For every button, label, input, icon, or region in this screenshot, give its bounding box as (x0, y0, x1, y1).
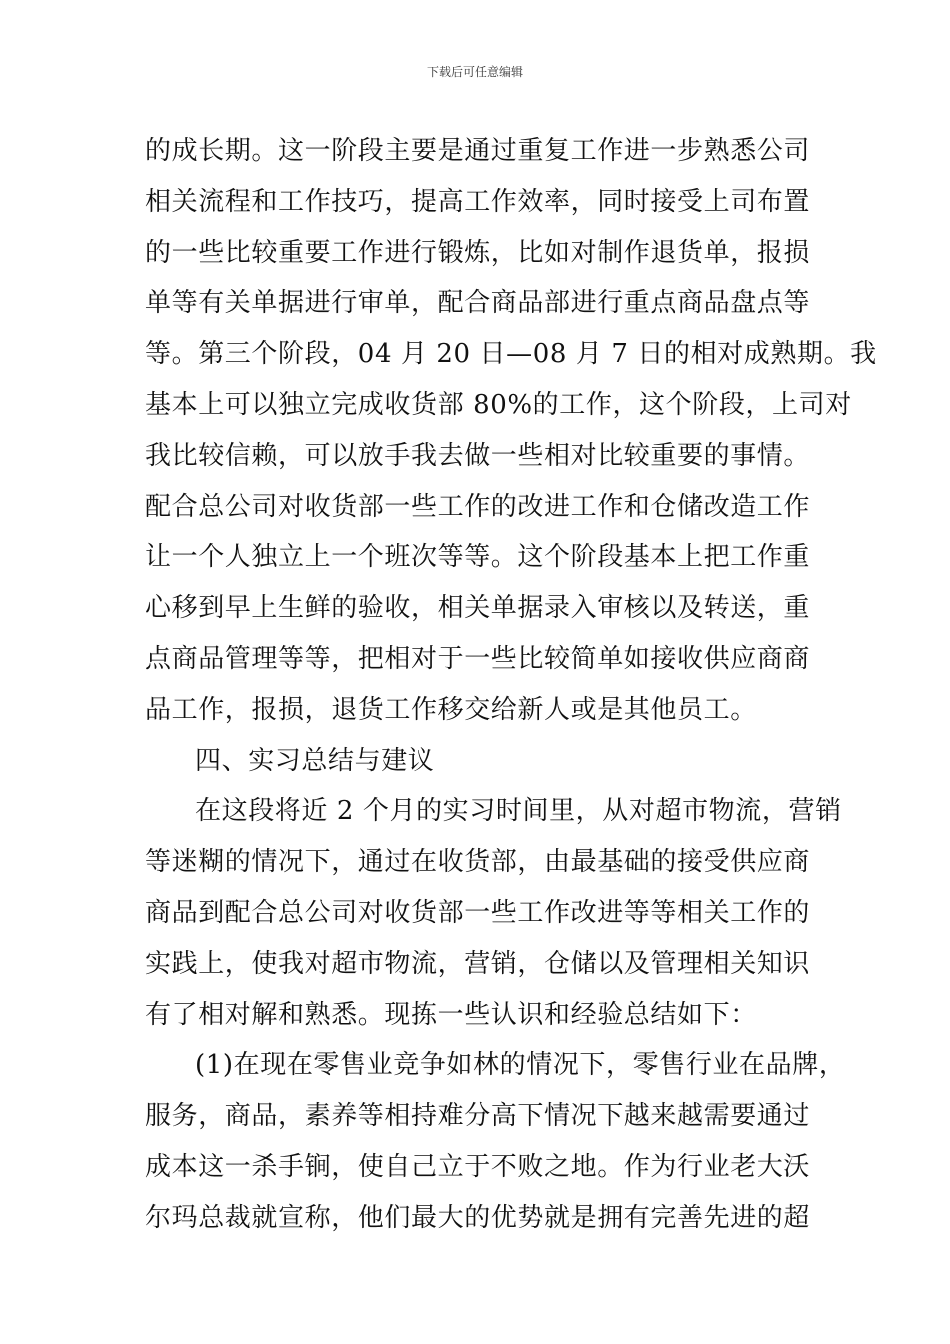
text-line: 配合总公司对收货部一些工作的改进工作和仓储改造工作 (145, 491, 811, 522)
text-line: 让一个人独立上一个班次等等。这个阶段基本上把工作重 (145, 542, 811, 573)
text-line: 基本上可以独立完成收货部 80%的工作，这个阶段，上司对 (145, 389, 852, 420)
text-line: 的一些比较重要工作进行锻炼，比如对制作退货单，报损 (145, 237, 811, 268)
text-line: 实践上，使我对超市物流，营销，仓储以及管理相关知识 (145, 948, 811, 979)
list-item-start-line: (1)在现在零售业竞争如林的情况下，零售行业在品牌， (195, 1050, 846, 1081)
text-line: 品工作，报损，退货工作移交给新人或是其他员工。 (145, 694, 757, 725)
text-line: 服务，商品，素养等相持难分高下情况下越来越需要通过 (145, 1101, 811, 1132)
text-line: 商品到配合总公司对收货部一些工作改进等等相关工作的 (145, 897, 811, 928)
page-header: 下载后可任意编辑 (426, 65, 523, 79)
text-line: 我比较信赖，可以放手我去做一些相对比较重要的事情。 (145, 440, 811, 471)
paragraph-start-line: 在这段将近 2 个月的实习时间里，从对超市物流，营销 (195, 796, 842, 827)
text-line: 成本这一杀手锏，使自己立于不败之地。作为行业老大沃 (145, 1151, 811, 1182)
text-line: 点商品管理等等，把相对于一些比较简单如接收供应商商 (145, 643, 811, 674)
text-line: 心移到早上生鲜的验收，相关单据录入审核以及转送，重 (145, 593, 811, 624)
text-line: 等迷糊的情况下，通过在收货部，由最基础的接受供应商 (145, 847, 811, 878)
text-line: 相关流程和工作技巧，提高工作效率，同时接受上司布置 (145, 186, 811, 217)
text-line: 单等有关单据进行审单，配合商品部进行重点商品盘点等 (145, 288, 811, 319)
text-line: 有了相对解和熟悉。现拣一些认识和经验总结如下： (145, 999, 757, 1030)
section-heading: 四、实习总结与建议 (195, 745, 435, 776)
text-line: 的成长期。这一阶段主要是通过重复工作进一步熟悉公司 (145, 136, 811, 166)
text-line: 等。第三个阶段，04 月 20 日—08 月 7 日的相对成熟期。我 (145, 339, 877, 370)
document-body (145, 126, 877, 1244)
text-line: 尔玛总裁就宣称，他们最大的优势就是拥有完善先进的超 (145, 1202, 811, 1233)
